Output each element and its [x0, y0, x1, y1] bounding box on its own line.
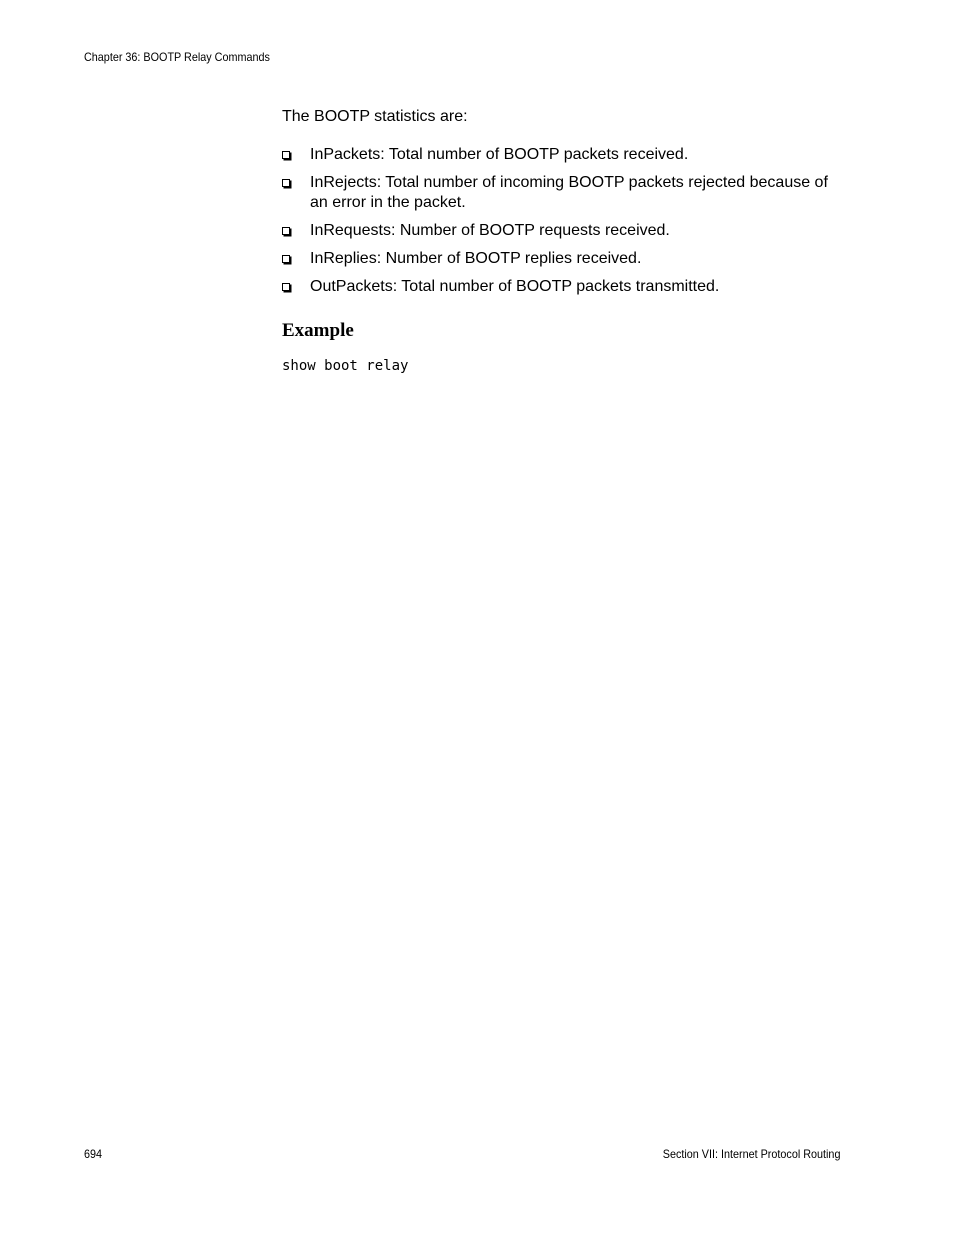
list-item-text: InRejects: Total number of incoming BOOTP packets rejected because of an error in the packet.	[310, 174, 828, 211]
page-number: 694	[84, 1147, 103, 1161]
running-header: Chapter 36: BOOTP Relay Commands	[84, 50, 270, 64]
checkbox-bullet-icon	[282, 179, 290, 187]
checkbox-bullet-icon	[282, 227, 290, 235]
list-item	[282, 221, 844, 241]
intro-text: The BOOTP statistics are:	[282, 108, 468, 125]
list-item-text: InReplies: Number of BOOTP replies received.	[310, 250, 642, 267]
list-item-text: InRequests: Number of BOOTP requests received.	[310, 222, 670, 239]
list-item-text: OutPackets: Total number of BOOTP packets transmitted.	[310, 278, 720, 295]
checkbox-bullet-icon	[282, 255, 290, 263]
section-title: Section VII: Internet Protocol Routing	[662, 1147, 840, 1161]
statistics-list	[282, 145, 844, 297]
page-content	[282, 107, 844, 375]
example-heading: Example	[282, 320, 354, 341]
list-item-text: InPackets: Total number of BOOTP packets received.	[310, 146, 689, 163]
checkbox-bullet-icon	[282, 151, 290, 159]
list-item	[282, 249, 844, 269]
list-item	[282, 145, 844, 165]
list-item	[282, 173, 844, 213]
checkbox-bullet-icon	[282, 283, 290, 291]
example-code: show boot relay	[282, 358, 409, 374]
list-item	[282, 277, 844, 297]
